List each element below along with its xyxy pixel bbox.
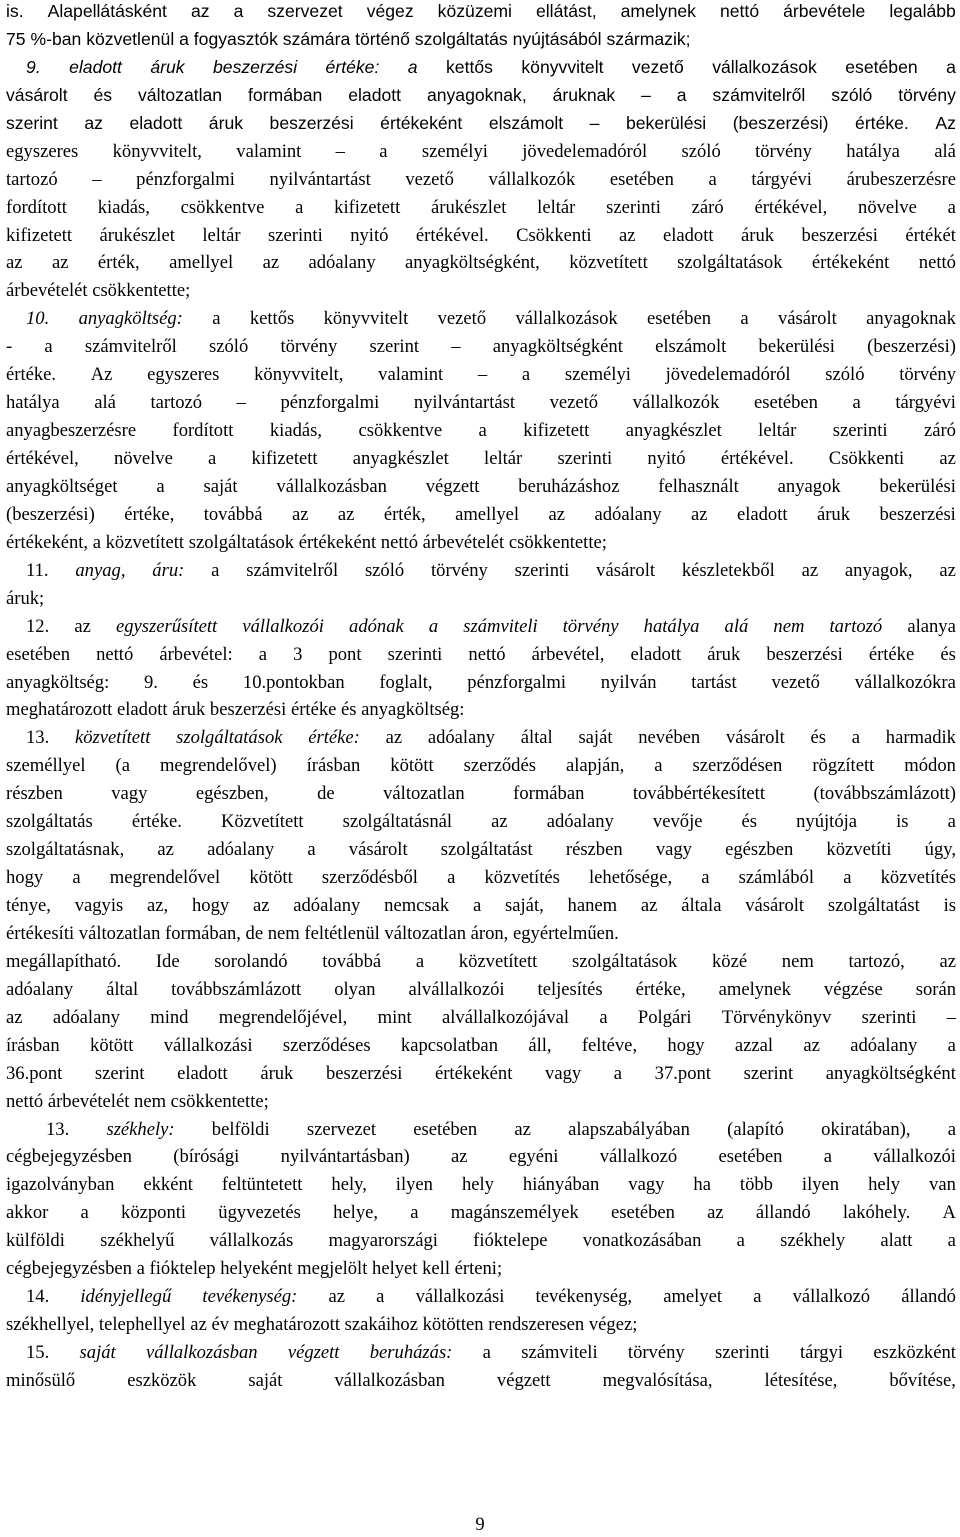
text-line: megállapítható. Ide sorolandó továbbá a közvetített szolgáltatások közé nem tartozó, az xyxy=(6,950,956,972)
text-line: áruk; xyxy=(6,587,45,609)
text-line: árbevételét csökkentette; xyxy=(6,280,191,302)
text-line: 36.pont szerint eladott áruk beszerzési értékeként vagy a 37.pont szerint anyagköltségként xyxy=(6,1062,956,1084)
text-line: 15. saját vállalkozásban végzett beruházás: a számviteli törvény szerinti tárgyi eszközként xyxy=(26,1342,956,1363)
text-line: hatálya alá tartozó – pénzforgalmi nyilvántartást vezető vállalkozók esetében a tárgyévi xyxy=(6,392,956,414)
text-line: cégbejegyzésben (bírósági nyilvántartásban) az egyéni vállalkozó esetében a vállalkozói xyxy=(6,1146,956,1168)
text-line: 12. az egyszerűsített vállalkozói adónak a számviteli törvény hatálya alá nem tartozó alanya xyxy=(26,615,956,637)
text-line: egyszeres könyvvitelt, valamint – a személyi jövedelemadóról szóló törvény hatálya alá xyxy=(6,140,956,162)
text-line: 14. idényjellegű tevékenység: az a vállalkozási tevékenység, amelyet a vállalkozó állandó xyxy=(26,1286,956,1308)
text-line: fordított kiadás, csökkentve a kifizetett árukészlet leltár szerinti záró értékével, növelve a xyxy=(6,196,956,218)
text-line: hogy a megrendelővel kötött szerződésből a közvetítés lehetősége, a számlából a közvetítés xyxy=(6,867,956,889)
text-line: (beszerzési) értéke, továbbá az az érték, amellyel az adóalany az eladott áruk beszerzési xyxy=(6,503,956,525)
text-line: külföldi székhelyű vállalkozás magyarországi fióktelepe vonatkozásában a székhely alatt a xyxy=(6,1230,956,1252)
text-line: nettó árbevételét nem csökkentette; xyxy=(6,1090,269,1112)
text-line: - a számvitelről szóló törvény szerint – anyagköltségként elszámolt bekerülési (beszerzési) xyxy=(6,336,956,358)
text-line: részben vagy egészben, de változatlan formában továbbértékesített (továbbszámlázott) xyxy=(6,783,956,805)
text-line: értékével, növelve a kifizetett anyagkészlet leltár szerinti nyitó értékével. Csökkenti az xyxy=(6,448,956,469)
page-number: 9 xyxy=(475,1514,485,1535)
text-line: tartozó – pénzforgalmi nyilvántartást vezető vállalkozók esetében a tárgyévi árubeszerzésre xyxy=(6,168,956,190)
text-line: is. Alapellátásként az a szervezet végez közüzemi ellátást, amelynek nettó árbevétele legalább xyxy=(6,1,956,21)
text-line: meghatározott eladott áruk beszerzési értéke és anyagköltség: xyxy=(6,699,465,721)
text-line: 13. székhely: belföldi szervezet esetében az alapszabályában (alapító okiratában), a xyxy=(46,1118,956,1140)
text-line: adóalany által továbbszámlázott olyan alvállalkozói teljesítés értéke, amelynek végzése során xyxy=(6,978,956,1000)
text-line: szolgáltatás értéke. Közvetített szolgáltatásnál az adóalany vevője és nyújtója is a xyxy=(6,811,956,833)
text-line: értékesíti változatlan formában, de nem feltétlenül változatlan áron, egyértelműen. xyxy=(6,922,619,944)
text-line: 10. anyagköltség: a kettős könyvvitelt vezető vállalkozások esetében a vásárolt anyagoknak xyxy=(26,308,956,330)
text-line: ténye, vagyis az, hogy az adóalany nemcsak a saját, hanem az általa vásárolt szolgáltatást is xyxy=(6,895,956,916)
text-line: anyagköltséget a saját vállalkozásban végzett beruházáshoz felhasznált anyagok bekerülési xyxy=(6,475,956,497)
text-line: akkor a központi ügyvezetés helye, a magánszemélyek esetében az állandó lakóhely. A xyxy=(6,1202,956,1224)
text-line: székhellyel, telephellyel az év meghatározott szakáihoz kötötten rendszeresen végez; xyxy=(6,1314,638,1336)
text-line: írásban kötött vállalkozási szerződéses kapcsolatban áll, feltéve, hogy azzal az adóalany a xyxy=(6,1034,956,1056)
text-line: 9. eladott áruk beszerzési értéke: a kettős könyvvitelt vezető vállalkozások esetében a xyxy=(26,56,956,77)
text-line: anyagbeszerzésre fordított kiadás, csökkentve a kifizetett anyagkészlet leltár szerinti záró xyxy=(6,420,956,442)
text-line: 13. közvetített szolgáltatások értéke: az adóalany által saját nevében vásárolt és a harmadik xyxy=(26,727,956,749)
text-line: esetében nettó árbevétel: a 3 pont szerinti nettó árbevétel, eladott áruk beszerzési értéke és xyxy=(6,643,956,665)
text-line: cégbejegyzésben a fióktelep helyeként megjelölt helyet kell érteni; xyxy=(6,1258,503,1280)
text-line: kifizetett árukészlet leltár szerinti nyitó értékével. Csökkenti az eladott áruk beszerzési értékét xyxy=(6,224,956,246)
text-line: anyagköltség: 9. és 10.pontokban foglalt, pénzforgalmi nyilván tartást vezető vállalkozókra xyxy=(6,671,956,693)
text-line: minősülő eszközök saját vállalkozásban végzett megvalósítása, létesítése, bővítése, xyxy=(6,1369,956,1391)
text-line: szerint az eladott áruk beszerzési értékeként elszámolt – bekerülési (beszerzési) értéke. Az xyxy=(6,112,956,133)
text-line: szolgáltatásnak, az adóalany a vásárolt szolgáltatást részben vagy egészben közvetíti úgy, xyxy=(6,839,956,861)
text-line: személlyel (a megrendelővel) írásban kötött szerződés alapján, a szerződésen rögzített módon xyxy=(6,755,956,777)
text-line: 75 %-ban közvetlenül a fogyasztók számára történő szolgáltatás nyújtásából származik; xyxy=(6,28,691,49)
text-line: az adóalany mind megrendelőjével, mint alvállalkozójával a Polgári Törvénykönyv szerinti – xyxy=(6,1006,956,1028)
text-line: az az érték, amellyel az adóalany anyagköltségként, közvetített szolgáltatások értékeként nettó xyxy=(6,252,956,274)
text-line: értékeként, a közvetített szolgáltatások értékeként nettó árbevételét csökkentette; xyxy=(6,531,607,553)
text-line: igazolványban ekként feltüntetett hely, ilyen hely hiányában vagy ha több ilyen hely van xyxy=(6,1174,956,1196)
text-line: 11. anyag, áru: a számvitelről szóló törvény szerinti vásárolt készletekből az anyagok, az xyxy=(26,559,956,581)
text-line: vásárolt és változatlan formában eladott anyagoknak, áruknak – a számvitelről szóló törvény xyxy=(6,84,956,105)
body-text xyxy=(6,0,956,1395)
text-line: értéke. Az egyszeres könyvvitelt, valamint – a személyi jövedelemadóról szóló törvény xyxy=(6,364,956,386)
